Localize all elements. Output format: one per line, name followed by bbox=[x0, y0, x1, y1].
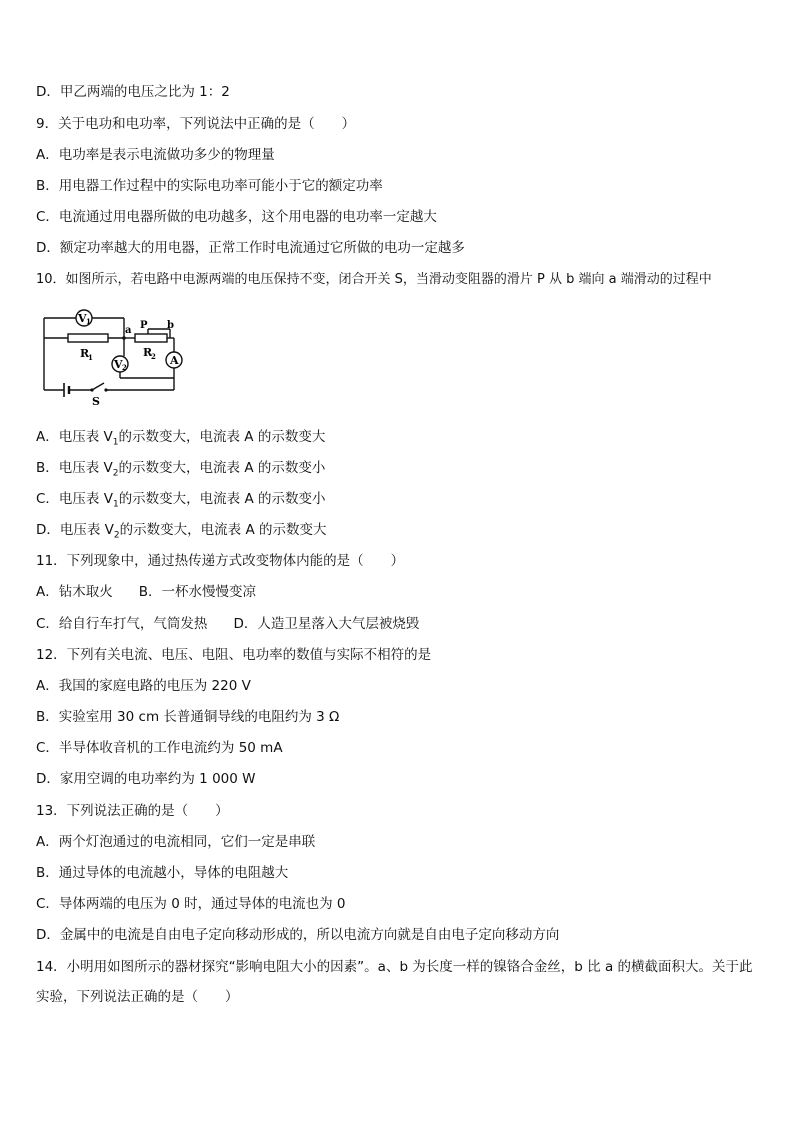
q9-option-c: C．电流通过用电器所做的电功越多，这个用电器的电功率一定越大 bbox=[36, 209, 437, 225]
resistor-r1-icon bbox=[68, 334, 108, 342]
q12-option-a: A．我国的家庭电路的电压为 220 V bbox=[36, 678, 251, 694]
switch-label: S bbox=[92, 395, 100, 406]
q11-options-cd bbox=[36, 614, 762, 634]
circuit-diagram bbox=[40, 308, 190, 406]
q13-option-c: C．导体两端的电压为 0 时，通过导体的电流也为 0 bbox=[36, 896, 346, 912]
q9-option-d: D．额定功率越大的用电器，正常工作时电流通过它所做的电功一定越多 bbox=[36, 240, 465, 256]
r1-sub: 1 bbox=[88, 353, 93, 362]
v1-sub: 1 bbox=[86, 317, 91, 326]
rheostat-r2-icon bbox=[135, 334, 167, 342]
slider-p-label: P bbox=[140, 320, 148, 331]
q12-option-c: C．半导体收音机的工作电流约为 50 mA bbox=[36, 740, 283, 756]
q11-options-ab bbox=[36, 582, 762, 602]
switch-icon bbox=[92, 383, 104, 390]
r2-letter: R bbox=[143, 346, 153, 359]
node-a-label: a bbox=[125, 325, 132, 336]
q13-option-a: A．两个灯泡通过的电流相同，它们一定是串联 bbox=[36, 834, 316, 850]
v2-sub: 2 bbox=[122, 363, 127, 372]
q11-option-d: D．人造卫星落入大气层被烧毁 bbox=[233, 616, 420, 632]
q10-stem: 10．如图所示，若电路中电源两端的电压保持不变，闭合开关 S，当滑动变阻器的滑片 P 从 b 端向 a 端滑动的过程中 bbox=[36, 272, 712, 287]
q13-option-b: B．通过导体的电流越小，导体的电阻越大 bbox=[36, 865, 289, 881]
v2-letter: V bbox=[114, 358, 123, 371]
q13-stem: 13．下列说法正确的是（ ） bbox=[36, 803, 229, 819]
q8-option-d: D．甲乙两端的电压之比为 1：2 bbox=[36, 84, 230, 100]
q9-stem: 9．关于电功和电功率，下列说法中正确的是（ ） bbox=[36, 116, 356, 132]
v1-letter: V bbox=[78, 312, 87, 325]
q9-option-a: A．电功率是表示电流做功多少的物理量 bbox=[36, 147, 275, 163]
q11-option-c: C．给自行车打气，气筒发热 bbox=[36, 616, 208, 632]
q12-option-b: B．实验室用 30 cm 长普通铜导线的电阻约为 3 Ω bbox=[36, 709, 340, 725]
q11-option-a: A．钻木取火 bbox=[36, 584, 113, 600]
q9-option-b: B．用电器工作过程中的实际电功率可能小于它的额定功率 bbox=[36, 178, 383, 194]
q10-option-d: D．电压表 $V_2$的示数变大，电流表 A 的示数变大 bbox=[36, 522, 327, 541]
r1-letter: R bbox=[80, 347, 90, 360]
ammeter-label: A bbox=[170, 354, 179, 367]
q12-option-d: D．家用空调的电功率约为 1 000 W bbox=[36, 771, 256, 787]
q14-stem: 14．小明用如图所示的器材探究“影响电阻大小的因素”。a、b 为长度一样的镍铬合金丝，b 比 a 的横截面积大。关于此实验，下列说法正确的是（ ） bbox=[36, 959, 753, 1005]
q10-option-b: B．电压表 $V_2$的示数变大，电流表 A 的示数变小 bbox=[36, 460, 326, 479]
node-b-label: b bbox=[167, 320, 174, 331]
q12-stem: 12．下列有关电流、电压、电阻、电功率的数值与实际不相符的是 bbox=[36, 647, 432, 663]
q10-option-a: A．电压表 $V_1$的示数变大，电流表 A 的示数变大 bbox=[36, 429, 326, 448]
r2-sub: 2 bbox=[151, 352, 156, 361]
q13-option-d: D．金属中的电流是自由电子定向移动形成的，所以电流方向就是自由电子定向移动方向 bbox=[36, 927, 560, 943]
q10-option-c: C．电压表 $V_1$的示数变大，电流表 A 的示数变小 bbox=[36, 491, 326, 510]
q11-option-b: B．一杯水慢慢变凉 bbox=[138, 584, 257, 600]
q11-stem: 11．下列现象中，通过热传递方式改变物体内能的是（ ） bbox=[36, 553, 405, 569]
